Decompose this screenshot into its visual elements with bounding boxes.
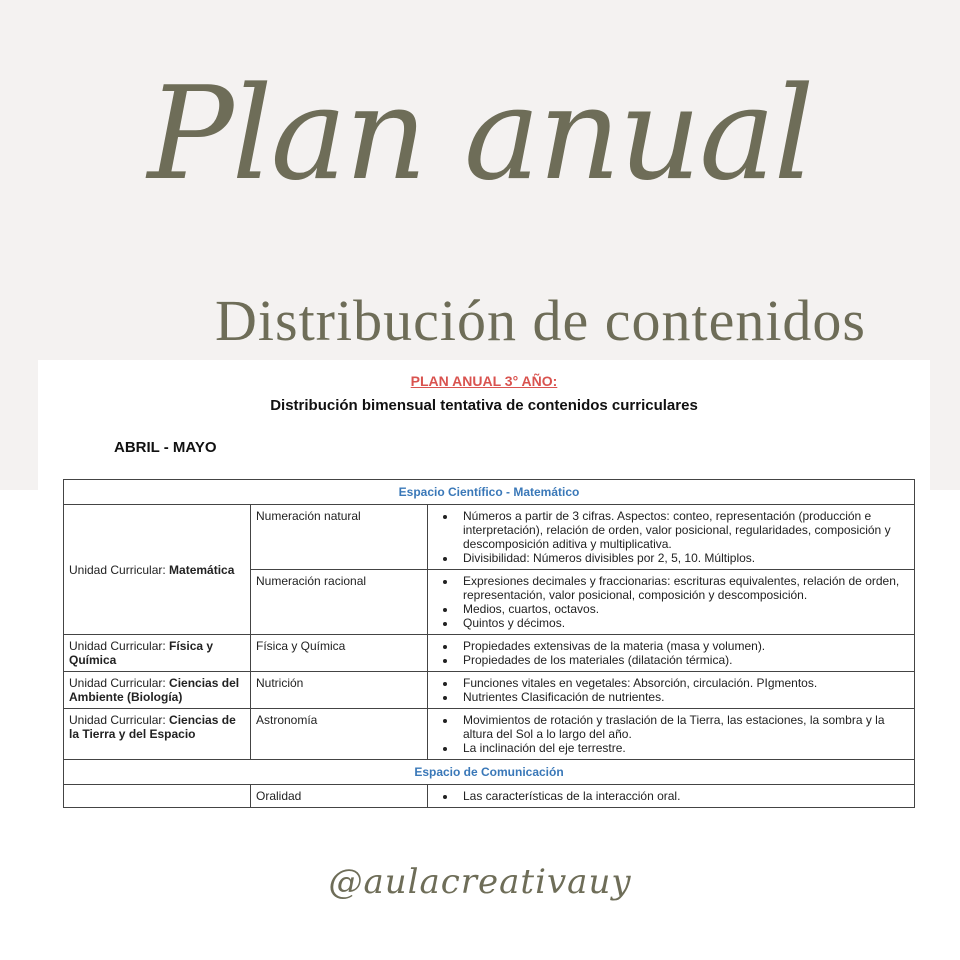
content-cell bbox=[428, 709, 915, 760]
unit-cell bbox=[64, 672, 251, 709]
content-cell bbox=[428, 672, 915, 709]
content-cell bbox=[428, 785, 915, 808]
section-row bbox=[64, 480, 915, 505]
content-list bbox=[433, 713, 909, 755]
unit-prefix: Unidad Curricular: bbox=[69, 639, 170, 653]
table-row bbox=[64, 672, 915, 709]
unit-name: Física y Química bbox=[69, 639, 214, 667]
content-list bbox=[433, 789, 909, 803]
content-cell bbox=[428, 505, 915, 570]
unit-prefix: Unidad Curricular: bbox=[69, 562, 170, 577]
section-row bbox=[64, 760, 915, 785]
list-item: • Movimientos de rotación y traslación de la Tierra, las estaciones, la sombra y la altura del Sol a lo largo del año. bbox=[457, 713, 909, 741]
content-cell bbox=[428, 570, 915, 635]
contents-table bbox=[63, 479, 915, 808]
topic-cell: Oralidad bbox=[251, 785, 428, 808]
social-handle: @aulacreativauy bbox=[328, 862, 632, 902]
document-sheet bbox=[38, 360, 930, 848]
unit-name: Ciencias de la Tierra y del Espacio bbox=[69, 713, 236, 741]
document-title: PLAN ANUAL 3° AÑO: bbox=[410, 373, 558, 389]
unit-cell bbox=[64, 709, 251, 760]
list-item: • Divisibilidad: Números divisibles por 2, 5, 10. Múltiplos. bbox=[457, 551, 909, 565]
list-item: • Las características de la interacción oral. bbox=[457, 789, 909, 803]
list-item: • Quintos y décimos. bbox=[457, 616, 909, 630]
table-row bbox=[64, 505, 915, 570]
content-list bbox=[433, 639, 909, 667]
list-item: • Expresiones decimales y fraccionarias: escrituras equivalentes, relación de orden, representación, valor posicional, composición y descomposición. bbox=[457, 574, 909, 602]
list-item: • Nutrientes Clasificación de nutrientes. bbox=[457, 690, 909, 704]
script-title: Plan anual bbox=[147, 60, 813, 209]
unit-cell bbox=[64, 635, 251, 672]
section-title: Espacio Científico - Matemático bbox=[64, 480, 915, 505]
subtitle: Distribución de contenidos bbox=[215, 288, 867, 353]
topic-cell: Astronomía bbox=[251, 709, 428, 760]
content-list bbox=[433, 574, 909, 630]
content-cell bbox=[428, 635, 915, 672]
table-row bbox=[64, 635, 915, 672]
unit-prefix: Unidad Curricular: bbox=[69, 676, 170, 690]
topic-cell: Numeración natural bbox=[251, 505, 428, 570]
content-list bbox=[433, 676, 909, 704]
list-item: • Medios, cuartos, octavos. bbox=[457, 602, 909, 616]
table-row bbox=[64, 709, 915, 760]
unit-cell bbox=[64, 505, 251, 635]
table-row bbox=[64, 785, 915, 808]
document-subtitle: Distribución bimensual tentativa de contenidos curriculares bbox=[270, 397, 698, 414]
list-item: • Funciones vitales en vegetales: Absorción, circulación. PIgmentos. bbox=[457, 676, 909, 690]
unit-name: Ciencias del Ambiente (Biología) bbox=[69, 676, 240, 704]
topic-cell: Física y Química bbox=[251, 635, 428, 672]
list-item: • Propiedades extensivas de la materia (masa y volumen). bbox=[457, 639, 909, 653]
list-item: • Números a partir de 3 cifras. Aspectos: conteo, representación (producción e interpretación), relación de orden, valor posicional, regularidades, composición y descomposición aditiva y multiplicativa. bbox=[457, 509, 909, 551]
topic-cell: Nutrición bbox=[251, 672, 428, 709]
topic-cell: Numeración racional bbox=[251, 570, 428, 635]
content-list bbox=[433, 509, 909, 565]
list-item: • La inclinación del eje terrestre. bbox=[457, 741, 909, 755]
section-title: Espacio de Comunicación bbox=[64, 760, 915, 785]
unit-cell bbox=[64, 785, 251, 808]
list-item: • Propiedades de los materiales (dilatación térmica). bbox=[457, 653, 909, 667]
unit-prefix: Unidad Curricular: bbox=[69, 713, 170, 727]
period-label: ABRIL - MAYO bbox=[114, 439, 217, 456]
unit-name: Matemática bbox=[169, 562, 235, 577]
